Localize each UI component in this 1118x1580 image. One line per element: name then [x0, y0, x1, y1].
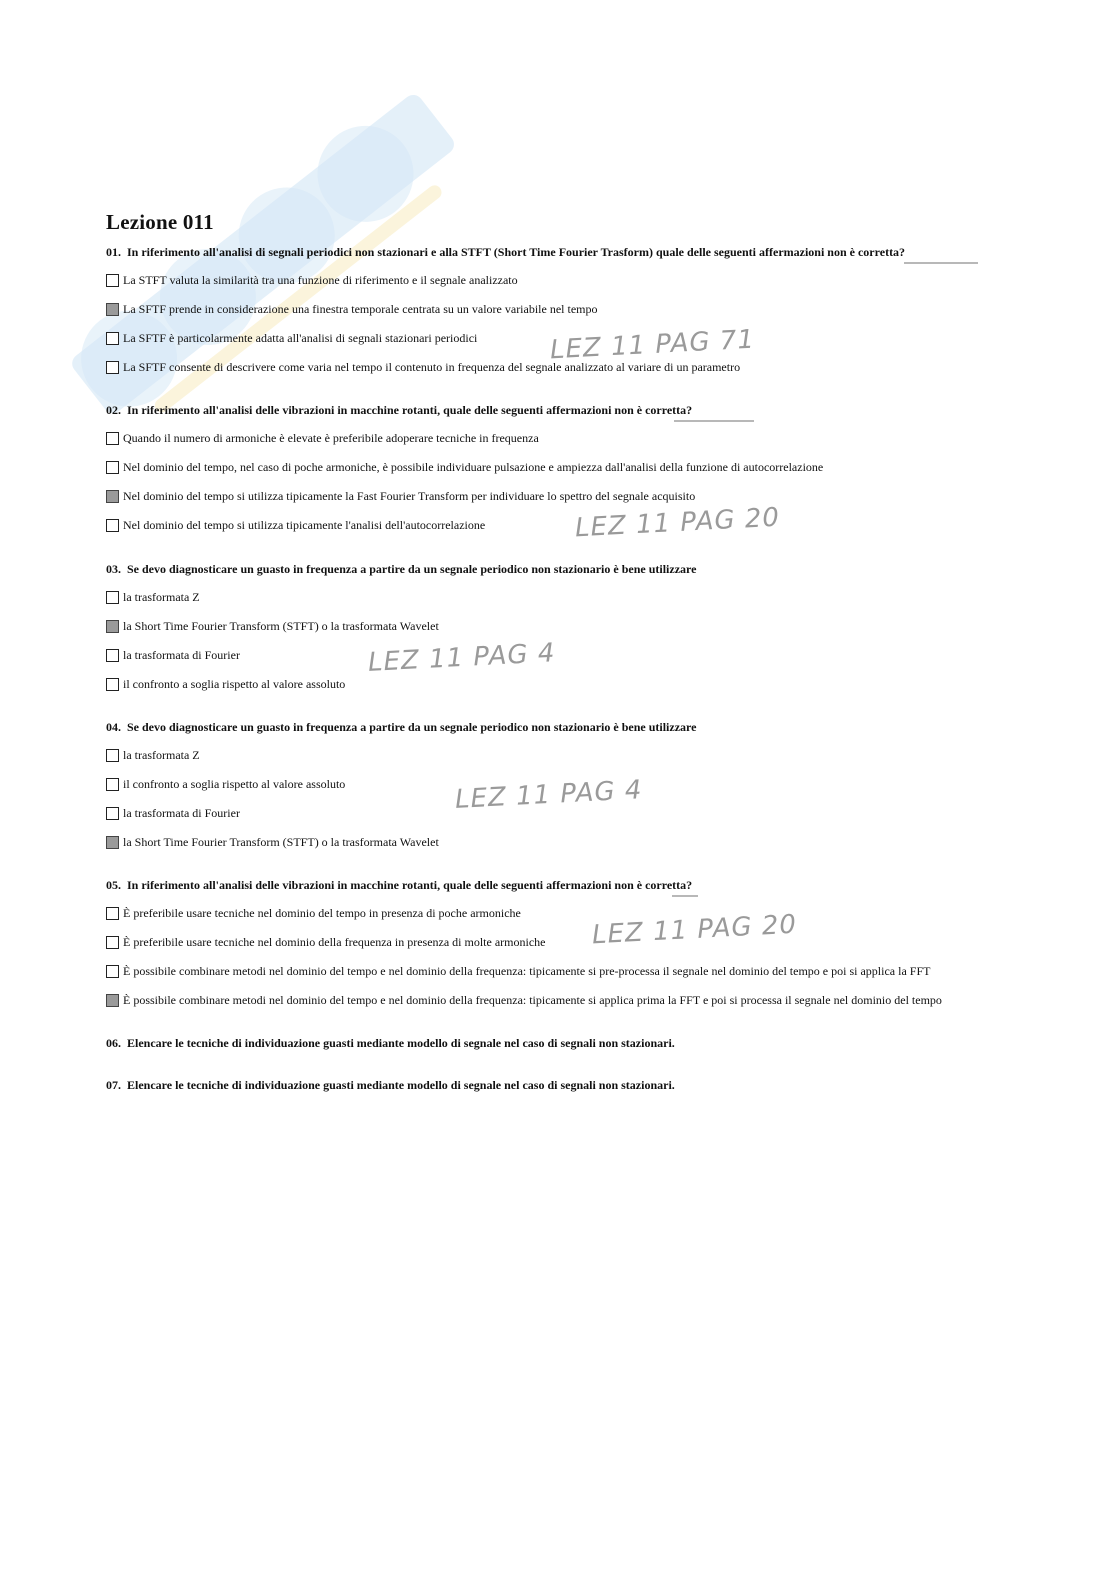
- option-label: È possibile combinare metodi nel dominio del tempo e nel dominio della frequenza: tipicamente si pre-processa il segnale nel dominio del tempo e poi si applica la FFT: [123, 964, 931, 978]
- checkbox[interactable]: [106, 332, 119, 345]
- question-text: [106, 402, 1066, 418]
- question-number: 05.: [106, 878, 121, 892]
- question-03: [106, 561, 1066, 705]
- checkbox[interactable]: [106, 807, 119, 820]
- option-label: È preferibile usare tecniche nel dominio della frequenza in presenza di molte armoniche: [123, 935, 546, 949]
- question-text: [106, 244, 1066, 260]
- answer-option[interactable]: [106, 647, 1066, 664]
- answer-option[interactable]: [106, 934, 1066, 951]
- answer-option[interactable]: [106, 834, 1066, 851]
- option-label: È possibile combinare metodi nel dominio del tempo e nel dominio della frequenza: tipicamente si applica prima la FFT e poi si processa il segnale nel dominio del tempo: [123, 993, 942, 1007]
- question-label: Elencare le tecniche di individuazione guasti mediante modello di segnale nel caso di segnali non stazionari.: [127, 1036, 675, 1050]
- option-label: il confronto a soglia rispetto al valore assoluto: [123, 677, 346, 691]
- checkbox-checked[interactable]: [106, 836, 119, 849]
- question-07: [106, 1077, 1066, 1105]
- question-text: [106, 877, 1066, 893]
- answer-option[interactable]: [106, 618, 1066, 635]
- option-label: il confronto a soglia rispetto al valore assoluto: [123, 777, 346, 791]
- question-number: 01.: [106, 245, 121, 259]
- option-label: La SFTF prende in considerazione una finestra temporale centrata su un valore variabile nel tempo: [123, 302, 598, 316]
- option-label: La SFTF consente di descrivere come varia nel tempo il contenuto in frequenza del segnale analizzato al variare di un parametro: [123, 360, 741, 374]
- answer-option[interactable]: [106, 747, 1066, 764]
- handwritten-note: LEZ 11 PAG 4: [454, 775, 644, 815]
- pen-underline: [904, 262, 978, 264]
- checkbox[interactable]: [106, 461, 119, 474]
- lesson-title: Lezione 011: [106, 210, 214, 234]
- option-label: la Short Time Fourier Transform (STFT) o la trasformata Wavelet: [123, 619, 439, 633]
- checkbox[interactable]: [106, 432, 119, 445]
- checkbox-checked[interactable]: [106, 303, 119, 316]
- answer-option[interactable]: [106, 992, 1066, 1009]
- checkbox[interactable]: [106, 778, 119, 791]
- option-label: La STFT valuta la similarità tra una funzione di riferimento e il segnale analizzato: [123, 273, 518, 287]
- answer-option[interactable]: [106, 676, 1066, 693]
- question-label: Elencare le tecniche di individuazione guasti mediante modello di segnale nel caso di segnali non stazionari.: [127, 1078, 675, 1092]
- checkbox[interactable]: [106, 591, 119, 604]
- checkbox[interactable]: [106, 678, 119, 691]
- checkbox[interactable]: [106, 749, 119, 762]
- answer-option[interactable]: [106, 272, 1066, 289]
- question-text: [106, 561, 1066, 577]
- question-05: [106, 877, 1066, 1021]
- checkbox[interactable]: [106, 649, 119, 662]
- handwritten-note: LEZ 11 PAG 20: [574, 502, 781, 544]
- answer-option[interactable]: [106, 488, 1066, 505]
- question-text: [106, 1035, 1066, 1051]
- option-label: la trasformata di Fourier: [123, 806, 240, 820]
- checkbox[interactable]: [106, 965, 119, 978]
- option-label: Nel dominio del tempo si utilizza tipicamente la Fast Fourier Transform per individuare lo spettro del segnale acquisito: [123, 489, 696, 503]
- question-06: [106, 1035, 1066, 1063]
- question-number: 07.: [106, 1078, 121, 1092]
- option-label: la trasformata Z: [123, 590, 200, 604]
- checkbox[interactable]: [106, 936, 119, 949]
- question-text: [106, 1077, 1066, 1093]
- checkbox-checked[interactable]: [106, 490, 119, 503]
- option-label: la Short Time Fourier Transform (STFT) o la trasformata Wavelet: [123, 835, 439, 849]
- answer-option[interactable]: [106, 459, 1066, 476]
- handwritten-note: LEZ 11 PAG 4: [367, 638, 557, 678]
- checkbox-checked[interactable]: [106, 994, 119, 1007]
- checkbox[interactable]: [106, 274, 119, 287]
- handwritten-note: LEZ 11 PAG 20: [591, 909, 798, 951]
- question-label: In riferimento all'analisi delle vibrazioni in macchine rotanti, quale delle seguenti affermazioni non è corretta?: [127, 878, 693, 892]
- option-label: Nel dominio del tempo si utilizza tipicamente l'analisi dell'autocorrelazione: [123, 518, 486, 532]
- option-label: la trasformata Z: [123, 748, 200, 762]
- option-label: la trasformata di Fourier: [123, 648, 240, 662]
- answer-option[interactable]: [106, 301, 1066, 318]
- handwritten-note: LEZ 11 PAG 71: [549, 324, 756, 366]
- checkbox-checked[interactable]: [106, 620, 119, 633]
- answer-option[interactable]: [106, 963, 1066, 980]
- pen-underline: [672, 895, 698, 897]
- pen-underline: [674, 420, 754, 422]
- option-label: La SFTF è particolarmente adatta all'analisi di segnali stazionari periodici: [123, 331, 478, 345]
- question-number: 04.: [106, 720, 121, 734]
- answer-option[interactable]: [106, 589, 1066, 606]
- checkbox[interactable]: [106, 519, 119, 532]
- option-label: Nel dominio del tempo, nel caso di poche armoniche, è possibile individuare pulsazione e ampiezza dall'analisi della funzione di autocorrelazione: [123, 460, 824, 474]
- answer-option[interactable]: [106, 905, 1066, 922]
- question-label: In riferimento all'analisi delle vibrazioni in macchine rotanti, quale delle seguenti affermazioni non è corretta?: [127, 403, 693, 417]
- question-label: Se devo diagnosticare un guasto in frequenza a partire da un segnale periodico non stazionario è bene utilizzare: [127, 720, 697, 734]
- question-text: [106, 719, 1066, 735]
- checkbox[interactable]: [106, 361, 119, 374]
- question-number: 06.: [106, 1036, 121, 1050]
- answer-option[interactable]: [106, 430, 1066, 447]
- question-label: Se devo diagnosticare un guasto in frequenza a partire da un segnale periodico non stazionario è bene utilizzare: [127, 562, 697, 576]
- option-label: Quando il numero di armoniche è elevate è preferibile adoperare tecniche in frequenza: [123, 431, 539, 445]
- question-number: 02.: [106, 403, 121, 417]
- option-label: È preferibile usare tecniche nel dominio del tempo in presenza di poche armoniche: [123, 906, 521, 920]
- question-number: 03.: [106, 562, 121, 576]
- question-label: In riferimento all'analisi di segnali periodici non stazionari e alla STFT (Short Time Fourier Trasform) quale delle seguenti affermazioni non è corretta?: [127, 245, 906, 259]
- checkbox[interactable]: [106, 907, 119, 920]
- question-01: [106, 244, 1066, 388]
